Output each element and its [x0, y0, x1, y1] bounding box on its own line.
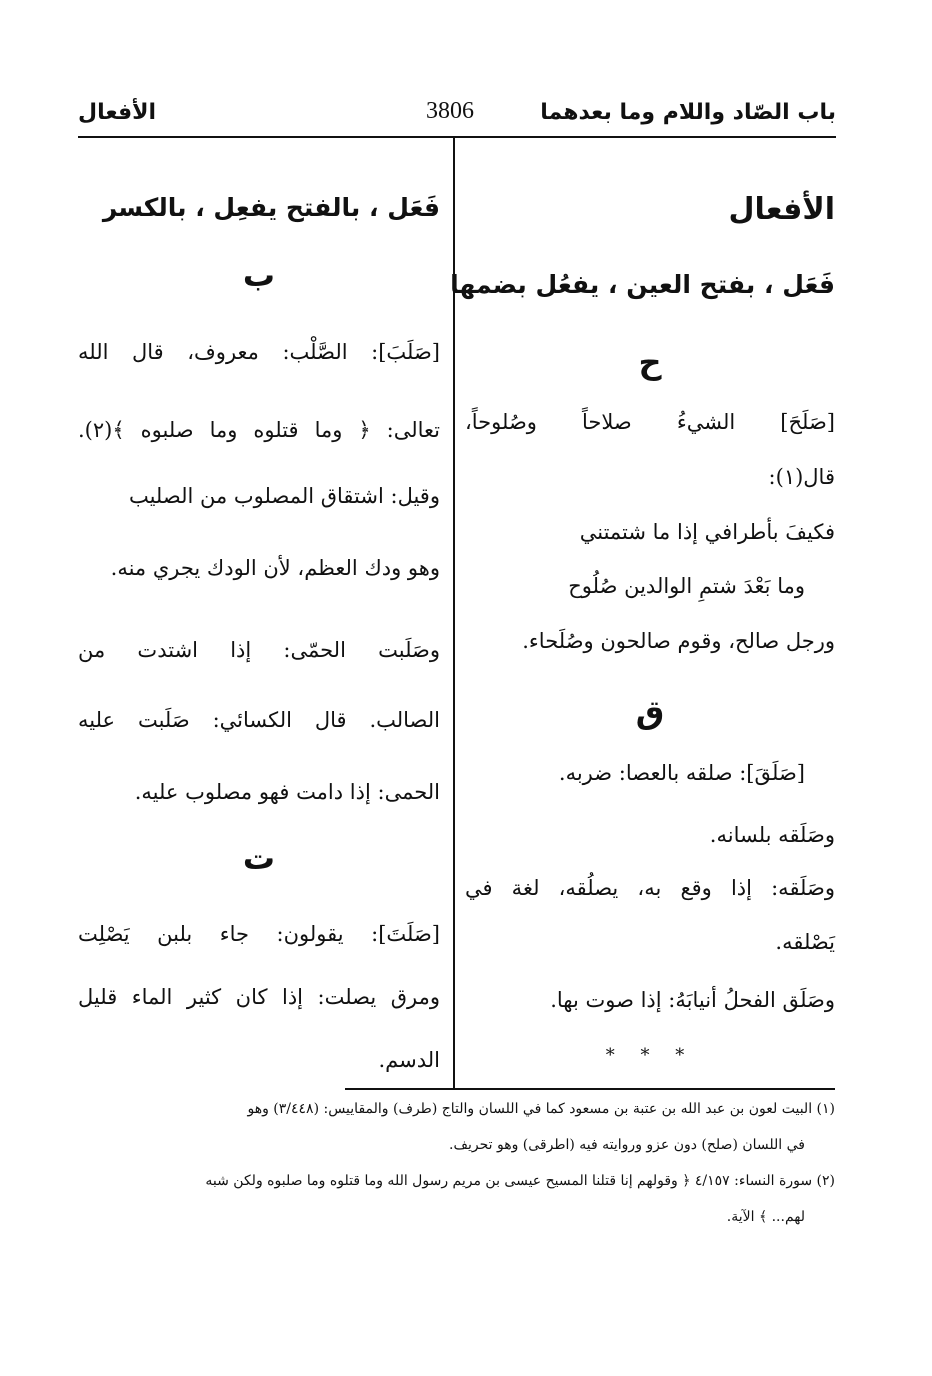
entry-line: وصَلَقه: إذا وقع به، يصلُقه، لغة في	[465, 876, 835, 900]
verb-pattern-heading: فَعَل ، بفتح العين ، يفعُل بضمها	[450, 270, 835, 299]
entry-line: تعالى: ﴿ وما قتلوه وما صلبوه ﴾(٢).	[78, 418, 440, 442]
footnote-2-continued: لهم... ﴾ الآية.	[726, 1209, 805, 1225]
entry-line: وصَلَبت الحمّى: إذا اشتدت من	[78, 638, 440, 662]
entry-line: وهو ودك العظم، لأن الودك يجري منه.	[110, 556, 440, 580]
letter-heading-qaf: ق	[635, 693, 665, 731]
entry-line: الصالب. قال الكسائي: صَلَبت عليه	[78, 708, 440, 732]
right-column	[450, 175, 835, 1075]
verse-line: فكيفَ بأطرافي إذا ما شتمتني	[579, 520, 835, 544]
entry-line: وقيل: اشتقاق المصلوب من الصليب	[128, 484, 440, 508]
entry-line: وصَلَق الفحلُ أنيابَهُ: إذا صوت بها.	[550, 988, 835, 1012]
footnote-2: (٢) سورة النساء: ٤/١٥٧ ﴿ وقولهم إنا قتلنا المسيح عيسى بن مريم رسول الله وما قتلوه وما صلبوه ولكن شبه	[205, 1173, 835, 1189]
entry-line: [صَلَبَ]: الصَّلْب: معروف، قال الله	[78, 340, 440, 364]
chapter-title: باب الصّاد واللام وما بعدهما	[540, 100, 836, 125]
section-title: الأفعال	[78, 100, 157, 125]
entry-line: ومرق يصلت: إذا كان كثير الماء قليل	[78, 985, 440, 1009]
entry-line: [صَلَقَ]: صلقه بالعصا: ضربه.	[558, 761, 805, 785]
verse-line: وما بَعْدَ شتمِ الوالدين صُلُوح	[568, 574, 805, 598]
letter-heading-ta: ت	[242, 839, 276, 877]
entry-line: [صَلَحَ] الشيءُ صلاحاً وصُلوحاً،	[465, 410, 835, 434]
footnote-rule	[345, 1088, 835, 1090]
entry-line: [صَلَتَ]: يقولون: جاء بلبن يَصْلِت	[78, 922, 440, 946]
running-header	[78, 96, 836, 136]
section-end-stars: * * *	[605, 1045, 695, 1066]
letter-heading-ba: ب	[242, 256, 276, 294]
entry-line: وصَلَقه بلسانه.	[709, 823, 835, 847]
header-rule	[78, 136, 836, 138]
entry-line: يَصْلقه.	[775, 930, 835, 954]
left-column	[78, 175, 440, 1075]
entry-line: ورجل صالح، وقوم صالحون وصُلَحاء.	[522, 629, 835, 653]
letter-heading-ha: ح	[638, 343, 662, 381]
entry-line: الحمى: إذا دامت فهو مصلوب عليه.	[134, 780, 440, 804]
page-number: 3806	[426, 98, 474, 124]
section-heading: الأفعال	[728, 192, 835, 227]
verb-pattern-heading: فَعَل ، بالفتح يفعِل ، بالكسر	[102, 193, 440, 222]
footnote-1: (١) البيت لعون بن عبد الله بن عتبة بن مسعود كما في اللسان والتاج (طرف) والمقاييس: (٣/٤٤٨) وهو	[247, 1101, 835, 1117]
footnote-1-continued: في اللسان (صلح) دون عزو وروايته فيه (اطرقى) وهو تحريف.	[449, 1137, 805, 1153]
entry-line: قال(١):	[768, 465, 835, 489]
entry-line: الدسم.	[378, 1048, 440, 1072]
